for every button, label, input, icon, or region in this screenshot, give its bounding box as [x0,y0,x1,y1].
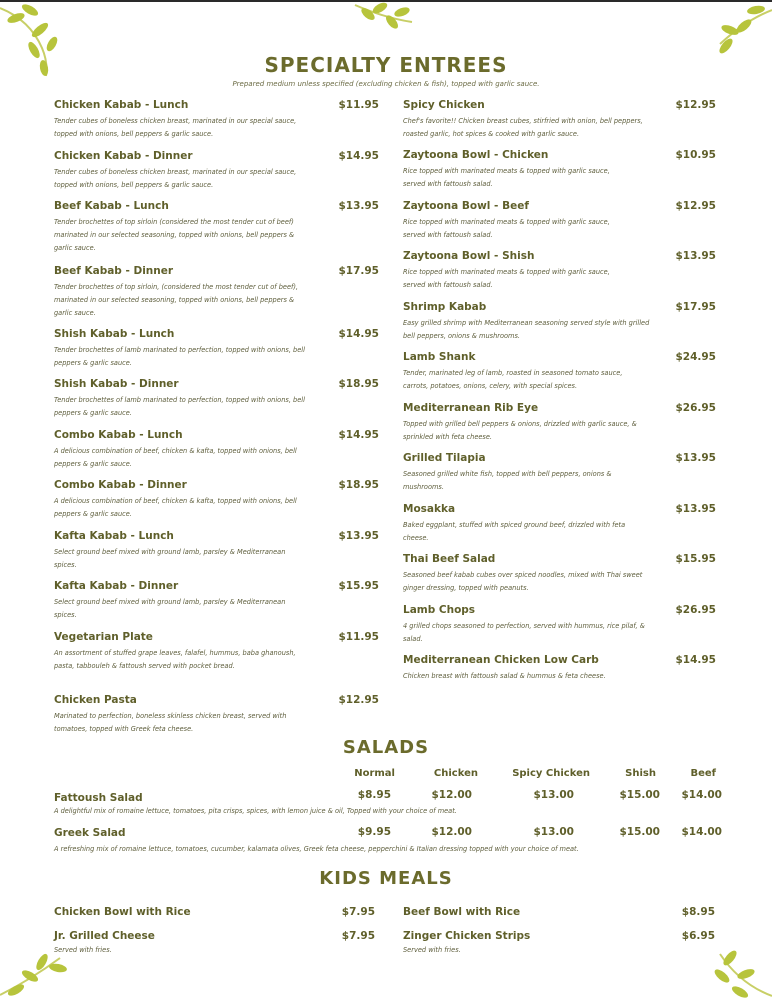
item-name: Thai Beef Salad [403,553,496,565]
item-price: $11.95 [338,99,379,111]
salad-col-header: Spicy Chicken [512,768,590,779]
olive-branch-icon [706,0,772,60]
item-desc: Easy grilled shrimp with Mediterranean seasoning served style with grilled bell peppers, onions & mushrooms. [403,319,650,340]
item-price: $14.95 [338,429,379,441]
item-name: Beef Kabab - Lunch [54,200,169,212]
item-price: $14.95 [675,654,716,666]
item-price: $12.95 [675,200,716,212]
item-name: Mosakka [403,503,456,515]
item-name: Mediterranean Rib Eye [403,402,539,414]
item-price: $12.95 [675,99,716,111]
salad-desc: A refreshing mix of romaine lettuce, tomatoes, cucumber, kalamata olives, Greek feta cheese, pepperchini & Italian dressing topped with your choice of meat. [54,845,579,853]
salad-col-header: Beef [690,768,716,779]
item-name: Beef Bowl with Rice [403,906,521,918]
item-name: Vegetarian Plate [54,631,153,643]
item-name: Zaytoona Bowl - Beef [403,200,529,212]
item-name: Shrimp Kabab [403,301,487,313]
salad-col-header: Normal [354,768,395,779]
item-price: $18.95 [338,479,379,491]
item-desc: Baked eggplant, stuffed with spiced ground beef, drizzled with feta cheese. [403,521,626,542]
item-price: $13.95 [338,530,379,542]
item-price: $24.95 [675,351,716,363]
item-name: Chicken Bowl with Rice [54,906,191,918]
salads-title: SALADS [342,737,430,758]
salad-price: $14.00 [681,826,722,838]
item-name: Spicy Chicken [403,99,485,111]
item-name: Lamb Shank [403,351,476,363]
salad-price: $13.00 [533,826,574,838]
salad-price: $15.00 [619,826,660,838]
salad-price: $14.00 [681,789,722,801]
item-desc: Seasoned beef kabab cubes over spiced noodles, mixed with Thai sweet ginger dressing, topped with peanuts. [403,571,643,592]
salad-desc: A delightful mix of romaine lettuce, tomatoes, pita crisps, spices, with lemon juice & oil, Topped with your choice of meat. [54,807,457,815]
salad-price: $12.00 [431,789,472,801]
item-name: Shish Kabab - Lunch [54,328,175,340]
item-price: $7.95 [341,930,375,942]
item-name: Grilled Tilapia [403,452,486,464]
item-price: $26.95 [675,604,716,616]
salad-price: $13.00 [533,789,574,801]
salad-price: $15.00 [619,789,660,801]
item-price: $10.95 [675,149,716,161]
item-name: Combo Kabab - Dinner [54,479,187,491]
salad-price: $12.00 [431,826,472,838]
item-desc: Seasoned grilled white fish, topped with bell peppers, onions & mushrooms. [403,470,612,491]
item-name: Combo Kabab - Lunch [54,429,183,441]
item-price: $14.95 [338,150,379,162]
salad-col-header: Chicken [433,768,478,779]
item-desc: Tender brochettes of lamb marinated to perfection, topped with onions, bell peppers & garlic sauce. [54,396,305,417]
salad-price: $9.95 [357,826,391,838]
item-price: $8.95 [681,906,715,918]
olive-branch-icon [350,0,420,40]
item-name: Shish Kabab - Dinner [54,378,179,390]
item-desc: Select ground beef mixed with ground lamb, parsley & Mediterranean spices. [54,548,286,569]
item-desc: Rice topped with marinated meats & topped with garlic sauce, served with fattoush salad. [403,167,610,188]
olive-branch-icon [700,944,772,1000]
item-desc: Tender, marinated leg of lamb, roasted in seasoned tomato sauce, carrots, potatoes, onions, celery, with special spices. [403,369,623,390]
item-desc: Served with fries. [54,946,112,954]
item-price: $13.95 [675,452,716,464]
item-name: Chicken Pasta [54,694,137,706]
salad-col-header: Shish [625,768,656,779]
item-desc: Rice topped with marinated meats & topped with garlic sauce, served with fattoush salad. [403,218,610,239]
item-name: Zaytoona Bowl - Chicken [403,149,549,161]
item-price: $13.95 [675,503,716,515]
item-price: $17.95 [338,265,379,277]
item-desc: Chicken breast with fattoush salad & hummus & feta cheese. [403,672,606,680]
item-name: Chicken Kabab - Dinner [54,150,193,162]
item-price: $14.95 [338,328,379,340]
item-name: Zinger Chicken Strips [403,930,531,942]
item-desc: A delicious combination of beef, chicken & kafta, topped with onions, bell peppers & garlic sauce. [54,497,297,518]
item-desc: Tender cubes of boneless chicken breast, marinated in our special sauce, topped with onions, bell peppers & garlic sauce. [54,117,297,138]
salad-price: $8.95 [357,789,391,801]
page-title: SPECIALTY ENTREES [264,53,508,77]
salad-name: Fattoush Salad [54,792,143,804]
item-desc: Tender brochettes of lamb marinated to perfection, topped with onions, bell peppers & garlic sauce. [54,346,305,367]
item-name: Mediterranean Chicken Low Carb [403,654,599,666]
item-desc: Select ground beef mixed with ground lamb, parsley & Mediterranean spices. [54,598,286,619]
item-price: $15.95 [675,553,716,565]
item-name: Lamb Chops [403,604,476,616]
item-desc: Marinated to perfection, boneless skinless chicken breast, served with tomatoes, topped with Greek feta cheese. [54,712,287,733]
item-price: $12.95 [338,694,379,706]
item-desc: Topped with grilled bell peppers & onions, drizzled with garlic sauce, & sprinkled with feta cheese. [403,420,637,441]
salad-name: Greek Salad [54,827,126,839]
item-desc: Tender brochettes of top sirloin (considered the most tender cut of beef) marinated in our selected seasoning, topped with onions, bell peppers & garlic sauce. [54,218,295,252]
item-desc: Served with fries. [403,946,461,954]
item-desc: 4 grilled chops seasoned to perfection, served with hummus, rice pilaf, & salad. [403,622,645,643]
item-price: $6.95 [681,930,715,942]
item-name: Beef Kabab - Dinner [54,265,174,277]
item-name: Chicken Kabab - Lunch [54,99,189,111]
item-name: Zaytoona Bowl - Shish [403,250,535,262]
item-desc: Rice topped with marinated meats & topped with garlic sauce, served with fattoush salad. [403,268,610,289]
item-price: $13.95 [675,250,716,262]
item-price: $7.95 [341,906,375,918]
item-desc: Tender brochettes of top sirloin, (considered the most tender cut of beef), marinated in our selected seasoning, topped with onions, bell peppers & garlic sauce. [54,283,299,317]
kids-title: KIDS MEALS [319,868,453,889]
item-desc: A delicious combination of beef, chicken & kafta, topped with onions, bell peppers & garlic sauce. [54,447,297,468]
item-name: Kafta Kabab - Lunch [54,530,174,542]
item-desc: An assortment of stuffed grape leaves, falafel, hummus, baba ghanoush, pasta, tabbouleh & fattoush served with pocket bread. [54,649,296,670]
item-price: $17.95 [675,301,716,313]
item-price: $13.95 [338,200,379,212]
page-subtitle: Prepared medium unless specified (excluding chicken & fish), topped with garlic sauce. [232,80,540,88]
item-price: $11.95 [338,631,379,643]
item-desc: Tender cubes of boneless chicken breast, marinated in our special sauce, topped with onions, bell peppers & garlic sauce. [54,168,297,189]
item-price: $26.95 [675,402,716,414]
item-name: Jr. Grilled Cheese [54,930,155,942]
item-desc: Chef's favorite!! Chicken breast cubes, stirfried with onion, bell peppers, roasted garlic, hot spices & cooked with garlic sauce. [403,117,643,138]
item-price: $18.95 [338,378,379,390]
item-name: Kafta Kabab - Dinner [54,580,179,592]
item-price: $15.95 [338,580,379,592]
